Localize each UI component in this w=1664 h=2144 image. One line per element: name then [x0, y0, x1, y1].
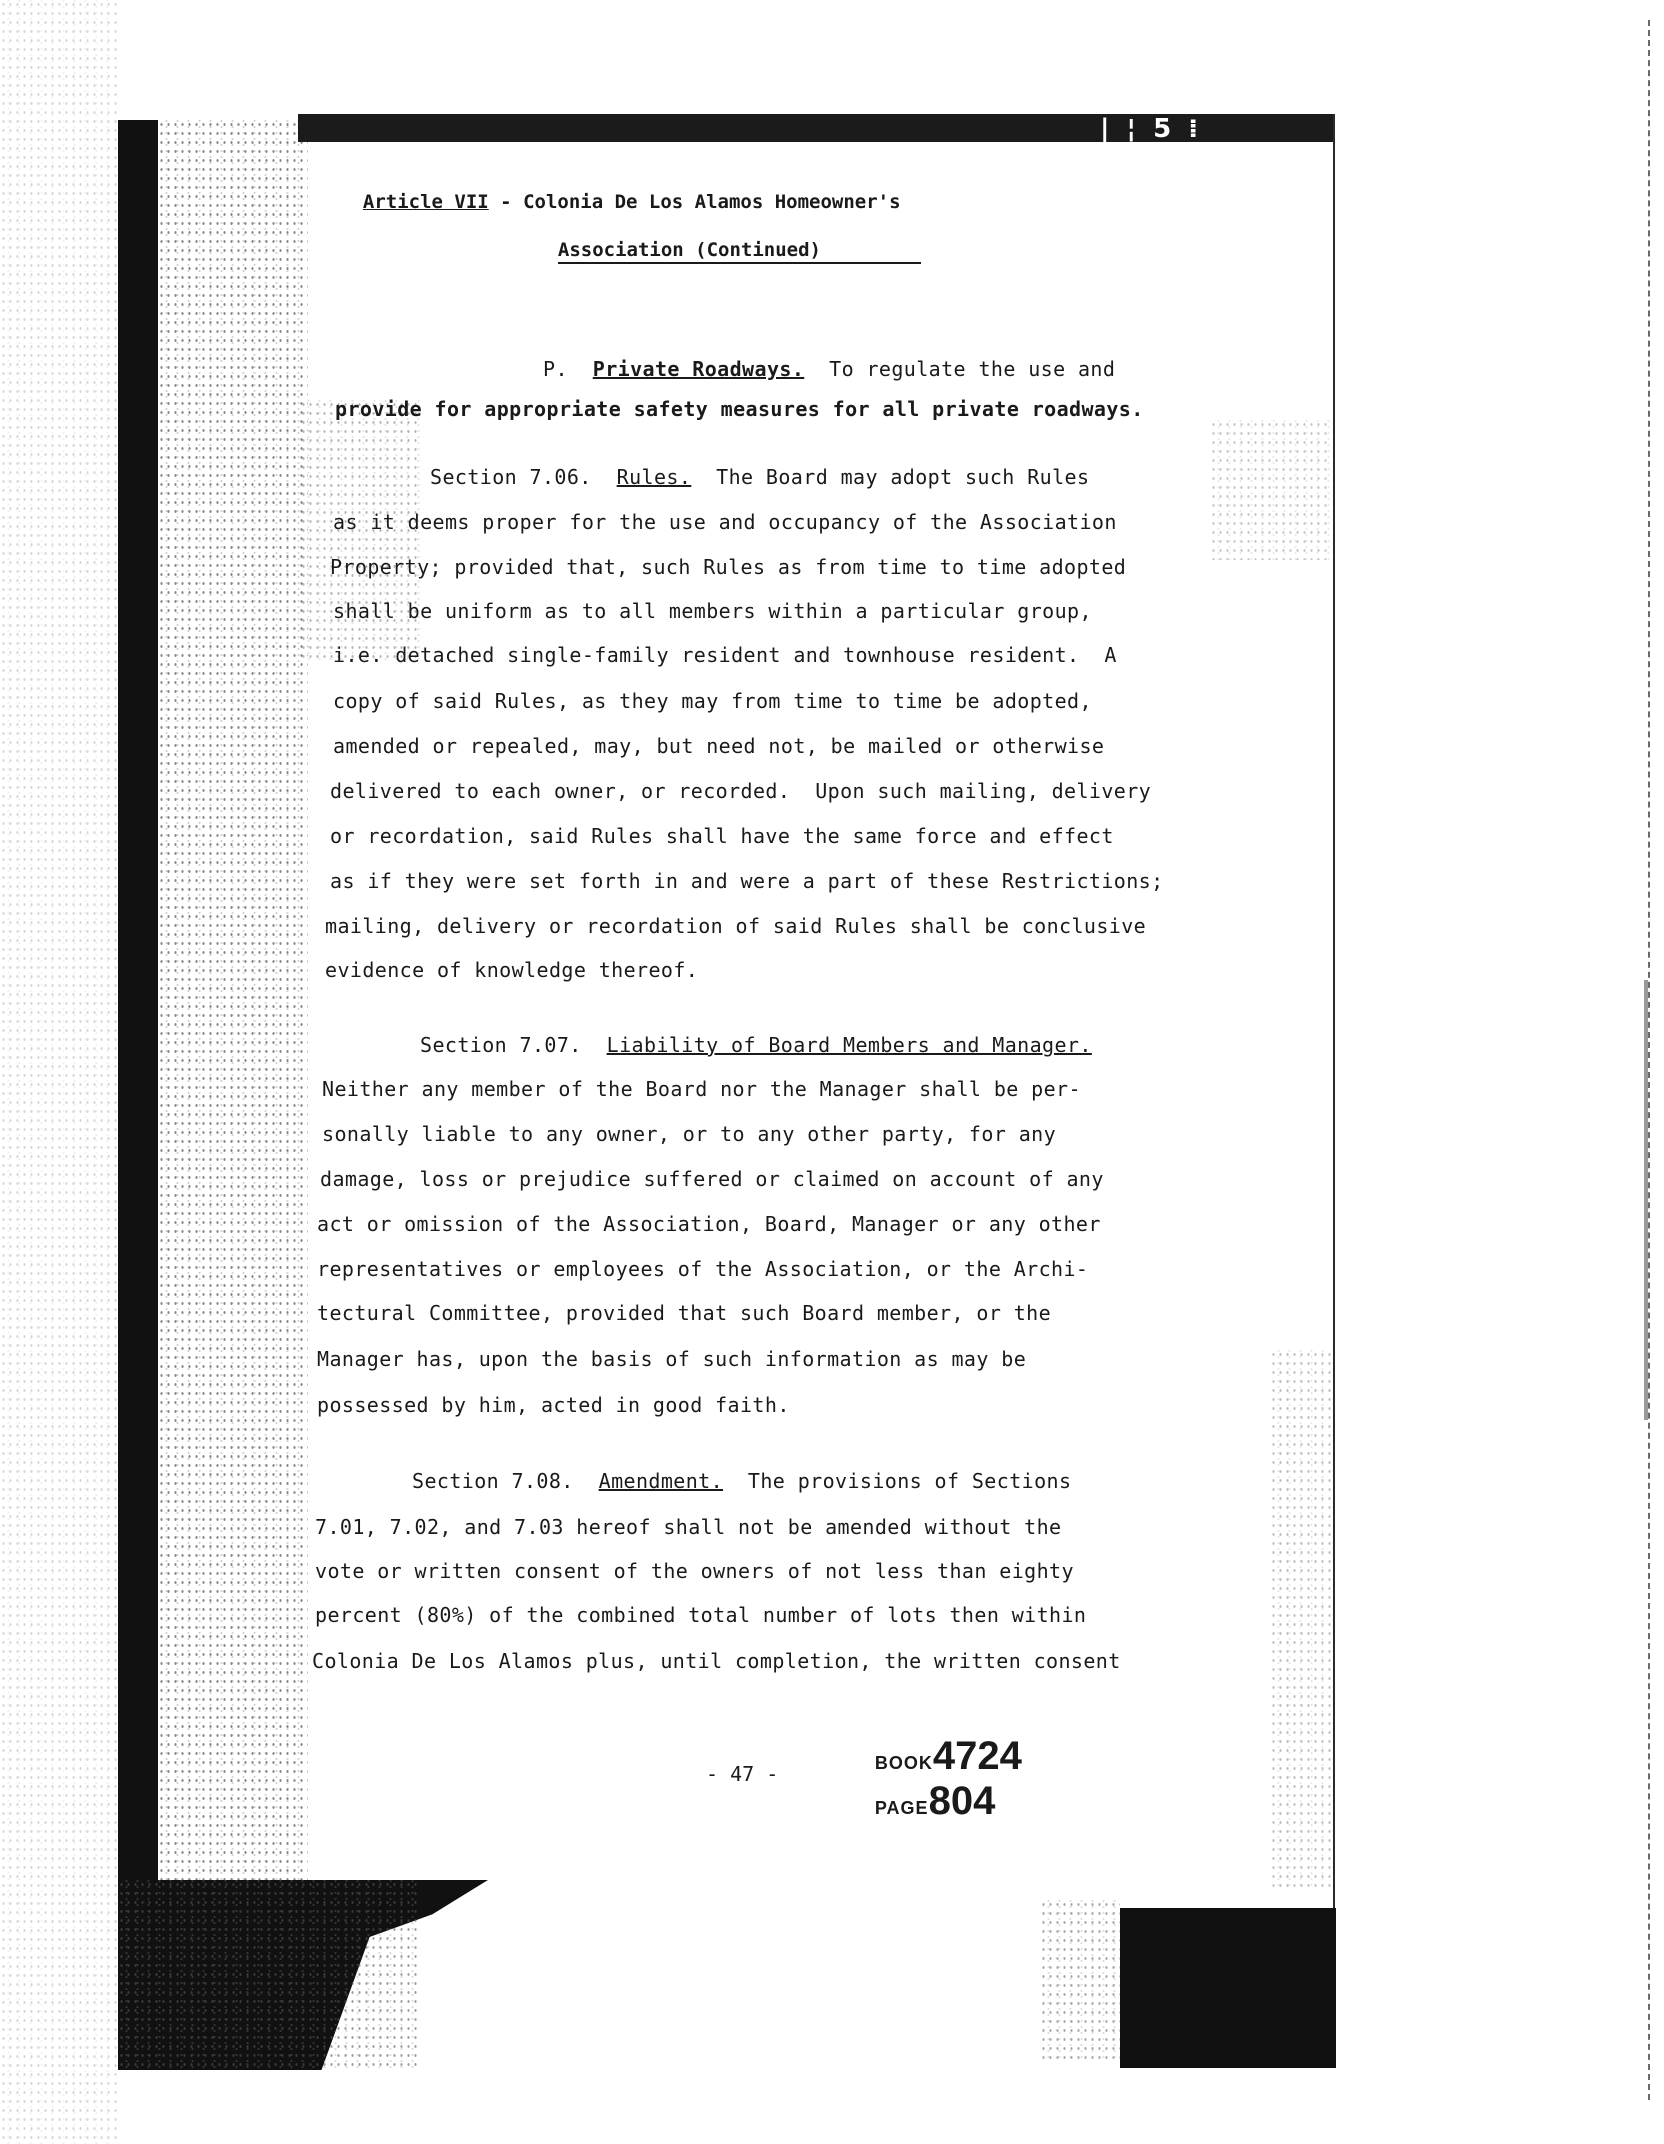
scan-margin-dashes	[1648, 20, 1650, 2100]
body-line-text: To regulate the use and	[804, 357, 1116, 381]
body-line	[412, 1468, 1071, 1494]
page-footer-number: - 47 -	[706, 1762, 779, 1786]
body-line-text: Section 7.06.	[430, 465, 617, 489]
scan-right-edge-speckle	[1270, 1350, 1334, 1890]
body-line-text: representatives or employees of the Association, or the Archi-	[317, 1257, 1089, 1281]
body-line	[317, 1300, 1051, 1326]
body-line-text: or recordation, said Rules shall have the same force and effect	[330, 824, 1114, 848]
body-line	[317, 1346, 1026, 1372]
body-line-text: amended or repealed, may, but need not, be mailed or otherwise	[333, 734, 1105, 758]
body-line	[330, 868, 1164, 894]
body-line	[315, 1558, 1074, 1584]
section-title: Liability of Board Members and Manager.	[606, 1033, 1092, 1057]
body-line	[330, 554, 1126, 580]
body-line-text: The provisions of Sections	[723, 1469, 1072, 1493]
body-line-text: evidence of knowledge thereof.	[325, 958, 699, 982]
body-line-text: percent (80%) of the combined total number of lots then within	[315, 1603, 1087, 1627]
body-line	[325, 913, 1146, 939]
scan-outer-speckle	[0, 0, 118, 2144]
body-line-text: vote or written consent of the owners of not less than eighty	[315, 1559, 1074, 1583]
body-line	[333, 509, 1117, 535]
body-line-text: possessed by him, acted in good faith.	[317, 1393, 790, 1417]
heading-title-line2: Association (Continued)	[558, 238, 921, 264]
scan-margin-tick	[1644, 980, 1648, 1420]
body-line	[317, 1256, 1088, 1282]
body-line	[333, 688, 1092, 714]
scan-right-rule	[1333, 114, 1335, 1914]
body-line-text: shall be uniform as to all members within a particular group,	[333, 599, 1092, 623]
article-label: Article VII	[362, 191, 489, 213]
body-line-text: i.e. detached single-family resident and townhouse resident. A	[333, 643, 1117, 667]
section-title: Private Roadways.	[592, 357, 805, 381]
body-line	[312, 1648, 1121, 1674]
body-line	[335, 396, 1144, 422]
body-line	[430, 464, 1089, 490]
book-page-reference	[866, 1716, 1022, 1824]
body-line	[315, 1602, 1086, 1628]
body-line	[322, 1076, 1081, 1102]
body-line-text: 7.01, 7.02, and 7.03 hereof shall not be amended without the	[315, 1515, 1062, 1539]
body-line	[322, 1121, 1056, 1147]
body-line-text: The Board may adopt such Rules	[691, 465, 1090, 489]
body-line-text: Manager has, upon the basis of such information as may be	[317, 1347, 1027, 1371]
body-line	[315, 1514, 1061, 1540]
body-line	[317, 1211, 1101, 1237]
body-line	[420, 1032, 1092, 1058]
body-line-text: Colonia De Los Alamos plus, until completion, the written consent	[312, 1649, 1121, 1673]
body-line-text: provide for appropriate safety measures for all private roadways.	[335, 397, 1144, 421]
body-line	[333, 733, 1104, 759]
scan-left-speckle	[158, 120, 308, 1880]
body-line	[333, 642, 1117, 668]
body-line	[330, 778, 1151, 804]
page-label: PAGE	[874, 1798, 929, 1818]
body-line-text: Section 7.07.	[420, 1033, 607, 1057]
body-line-text: as if they were set forth in and were a part of these Restrictions;	[330, 869, 1164, 893]
heading-title-line1: Colonia De Los Alamos Homeowner's	[523, 191, 901, 213]
body-line-text: tectural Committee, provided that such Board member, or the	[317, 1301, 1052, 1325]
body-line	[320, 1166, 1104, 1192]
heading-dash: -	[488, 191, 524, 213]
section-title: Amendment.	[598, 1469, 724, 1493]
body-line-text: delivered to each owner, or recorded. Upon such mailing, delivery	[330, 779, 1152, 803]
book-number: 4724	[932, 1734, 1022, 1778]
scan-left-black-border	[118, 120, 158, 1880]
body-line-text: copy of said Rules, as they may from time to time be adopted,	[333, 689, 1092, 713]
body-line-text: as it deems proper for the use and occupancy of the Association	[333, 510, 1117, 534]
body-line	[325, 957, 698, 983]
body-line-text: sonally liable to any owner, or to any other party, for any	[322, 1122, 1057, 1146]
scan-top-marks: | ¦ 5 ⁞	[1100, 114, 1203, 144]
body-line-text: Neither any member of the Board nor the Manager shall be per-	[322, 1077, 1081, 1101]
page-number: 804	[928, 1779, 996, 1823]
section-title: Rules.	[616, 465, 692, 489]
scan-bottom-right-black	[1120, 1908, 1336, 2068]
scan-bottom-right-speckle	[1040, 1900, 1120, 2060]
body-line-text: mailing, delivery or recordation of said Rules shall be conclusive	[325, 914, 1147, 938]
body-line	[333, 598, 1092, 624]
scan-bottom-left-speckle	[118, 1880, 418, 2070]
body-line-text: act or omission of the Association, Board, Manager or any other	[317, 1212, 1101, 1236]
body-line-text: Property; provided that, such Rules as from time to time adopted	[330, 555, 1127, 579]
body-line-text: Section 7.08.	[412, 1469, 599, 1493]
body-line	[543, 356, 1115, 382]
body-line	[330, 823, 1114, 849]
article-heading	[340, 166, 921, 264]
book-label: BOOK	[874, 1753, 933, 1773]
scan-right-speckle	[1210, 420, 1330, 560]
body-line	[317, 1392, 790, 1418]
body-line-text: P.	[543, 357, 593, 381]
body-line-text: damage, loss or prejudice suffered or claimed on account of any	[320, 1167, 1104, 1191]
